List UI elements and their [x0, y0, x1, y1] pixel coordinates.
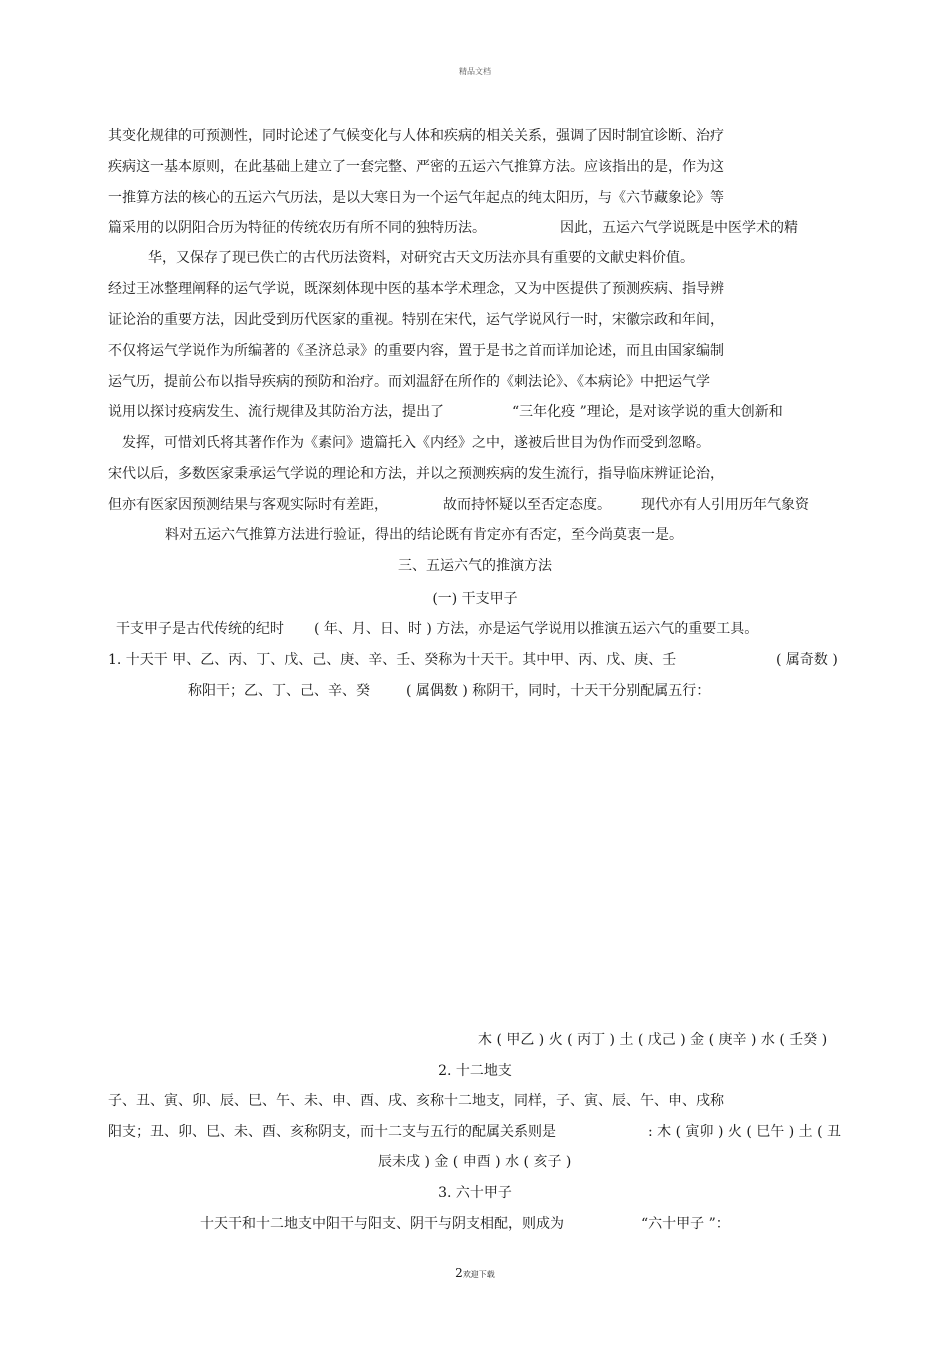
section-heading: 三、五运六气的推演方法: [398, 558, 552, 574]
body-text-line: : 木 ( 寅卯 ) 火 ( 巳午 ) 土 ( 丑: [648, 1124, 841, 1140]
body-text-line: 篇采用的以阴阳合历为特征的传统农历有所不同的独特历法。: [108, 220, 486, 236]
body-text-line: ( 年、月、日、时 ) 方法，亦是运气学说用以推演五运六气的重要工具。: [314, 621, 759, 637]
five-elements-line: 木 ( 甲乙 ) 火 ( 丙丁 ) 土 ( 戊己 ) 金 ( 庚辛 ) 水 ( 壬癸 ): [478, 1032, 828, 1048]
page-footer: [0, 1262, 950, 1281]
subsection-heading: 2. 十二地支: [438, 1063, 512, 1079]
body-text-line: 辰未戌 ) 金 ( 申酉 ) 水 ( 亥子 ): [378, 1154, 572, 1170]
body-text-line: 不仅将运气学说作为所编著的《圣济总录》的重要内容，置于是书之首而详加论述，而且由国家编制: [108, 343, 724, 359]
body-text-line: ( 属偶数 ) 称阴干，同时，十天干分别配属五行：: [406, 683, 711, 699]
body-text-line: 1. 十天干 甲、乙、丙、丁、戊、己、庚、辛、壬、癸称为十天干。其中甲、丙、戊、庚、壬: [108, 652, 677, 668]
body-text-line: 华，又保存了现已佚亡的古代历法资料，对研究古天文历法亦具有重要的文献史料价值。: [148, 250, 694, 266]
body-text-line: 现代亦有人引用历年气象资: [641, 497, 809, 513]
body-text-line: 阳支；丑、卯、巳、未、酉、亥称阴支，而十二支与五行的配属关系则是: [108, 1124, 556, 1140]
body-text-line: 证论治的重要方法，因此受到历代医家的重视。特别在宋代，运气学说风行一时，宋徽宗政和年间，: [108, 312, 724, 328]
body-text-line: 子、丑、寅、卯、辰、巳、午、未、申、酉、戌、亥称十二地支，同样，子、寅、辰、午、申、戌称: [108, 1093, 724, 1109]
page-number: 2: [455, 1266, 463, 1280]
subsection-heading: (一) 干支甲子: [432, 591, 518, 607]
body-text-line: 但亦有医家因预测结果与客观实际时有差距，: [108, 497, 388, 513]
body-text-line: 称阳干；乙、丁、己、辛、癸: [188, 683, 370, 699]
page-header: 精品文档: [459, 67, 491, 76]
body-text-line: 十天干和十二地支中阳干与阳支、阴干与阴支相配，则成为: [200, 1216, 564, 1232]
footer-text: 欢迎下载: [462, 1270, 495, 1279]
body-text-line: “三年化疫 ”理论，是对该学说的重大创新和: [512, 404, 783, 420]
body-text-line: “六十甲子 ”：: [641, 1216, 730, 1232]
body-text-line: 宋代以后，多数医家秉承运气学说的理论和方法，并以之预测疾病的发生流行，指导临床辨证论治，: [108, 466, 724, 482]
body-text-line: 运气历，提前公布以指导疾病的预防和治疗。而刘温舒在所作的《刺法论》、《本病论》中把运气学: [108, 374, 710, 390]
body-text-line: 干支甲子是古代传统的纪时: [116, 621, 284, 637]
subsection-heading: 3. 六十甲子: [438, 1185, 512, 1201]
body-text-line: 一推算方法的核心的五运六气历法，是以大寒日为一个运气年起点的纯太阳历，与《六节藏象论》等: [108, 190, 724, 206]
body-text-line: 发挥，可惜刘氏将其著作作为《素问》遗篇托入《内经》之中，遂被后世目为伪作而受到忽略。: [122, 435, 710, 451]
body-text-line: 说用以探讨疫病发生、流行规律及其防治方法，提出了: [108, 404, 444, 420]
body-text-line: 因此，五运六气学说既是中医学术的精: [560, 220, 798, 236]
body-text-line: 疾病这一基本原则，在此基础上建立了一套完整、严密的五运六气推算方法。应该指出的是，作为这: [108, 159, 724, 175]
body-text-line: 经过王冰整理阐释的运气学说，既深刻体现中医的基本学术理念，又为中医提供了预测疾病、指导辨: [108, 281, 724, 297]
body-text-line: 料对五运六气推算方法进行验证，得出的结论既有肯定亦有否定，至今尚莫衷一是。: [165, 527, 683, 543]
body-text-line: 其变化规律的可预测性，同时论述了气候变化与人体和疾病的相关关系，强调了因时制宜诊断、治疗: [108, 128, 724, 144]
body-text-line: 故而持怀疑以至否定态度。: [443, 497, 611, 513]
body-text-line: ( 属奇数 ): [776, 652, 838, 668]
